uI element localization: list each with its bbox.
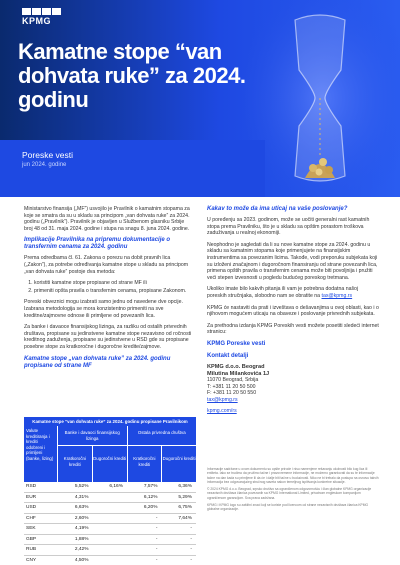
paragraph: Poreski obveznici mogu izabrati samo jednu od navedene dve opcije. Izabrana metodologija se mora konzistentno primeniti na sve kreditne/zajmovne odnose ili primljene od povezanih lica. <box>24 299 183 319</box>
rate-cell: 6,20% <box>143 505 158 510</box>
table-row <box>24 556 196 565</box>
currency-cell: CNY <box>26 557 37 563</box>
column-header: Kratkoročni krediti <box>128 446 163 482</box>
rate-cell: 6,63% <box>74 505 89 510</box>
fax-number: F: +381 11 20 50 550 <box>207 390 257 397</box>
column-header: Dugoročni krediti <box>162 456 196 461</box>
table-row <box>24 503 196 514</box>
rate-cell: - <box>190 526 192 531</box>
section-heading: Kakav to može da ima uticaj na vaše poslovanje? <box>207 206 348 212</box>
rate-cell <box>93 556 128 565</box>
method-list <box>34 280 194 294</box>
street-address: Milutina Milankovića 1J <box>207 370 270 377</box>
currency-cell: RUB <box>26 547 37 552</box>
company-name: KPMG d.o.o. Beograd <box>207 363 265 370</box>
logo-square <box>42 8 51 15</box>
contact-heading: Kontakt detalji <box>207 352 249 359</box>
logo-square <box>22 8 31 15</box>
column-group <box>128 426 197 482</box>
page-title: Kamatne stope “van dohvata ruke” za 2024. godinu <box>18 39 246 112</box>
city-address: 11070 Beograd, Srbija <box>207 377 259 384</box>
paragraph: U poređenju sa 2023. godinom, može se uočiti generalni rast kamatnih stopa prema Pravilniku, što je u skladu sa opštim porastom troškova zaduživanja u realnoj ekonomiji. <box>207 217 370 237</box>
rate-cell: 4,50% <box>74 557 89 563</box>
table-body <box>24 482 196 565</box>
rate-cell: 2,60% <box>74 515 89 521</box>
interest-rate-table <box>24 417 196 565</box>
rate-cell: 5,29% <box>178 494 192 500</box>
table-heading: Kamatne stope „van dohvata ruke” za 2024. godinu propisane od strane MF <box>24 355 171 369</box>
paragraph: Za banke i davaoce finansijskog lizinga, za razliku od ostalih privrednih društava, propisane su jedinstvene kamatne stope nezavisno od ročnosti kreditnog zaduženja, propisane su jedinstvene u RSD gde su propisane posebne stope za kratkoročne i dugoročne kredite/zajmove. <box>24 324 192 350</box>
paragraph-text: Ukoliko imate bilo kakvih pitanja ili vam je potrebna dodatna našoj poreskih stručnjaka, slobodno nam se obratite na <box>207 286 359 299</box>
disclaimer-text: Informacije sadržane u ovom dokumentu su opšte prirode i nisu namenjene rešavanju okolnosti bilo kog lica ili entiteta. Iako se trudimo da pružimo tačne i pravovremene informacije, ne možemo garantovati da su te informacije tačne na dan kada su primljene ili da će i dalje biti tačne u budućnosti. Niko ne bi trebalo da postupa na osnovu takvih informacija bez odgovarajućeg stručnog saveta nakon temeljnog ispitivanja konkretne situacije. <box>207 467 379 484</box>
paragraph <box>207 286 379 299</box>
paragraph: KPMG će nastaviti da prati i izveštava o dešavanjima u ovoj oblasti, kao i o njihovom mogućem uticaju na obaveze i poslovanje privrednih subjekata. <box>207 304 379 318</box>
rate-cell: - <box>155 526 158 531</box>
phone-number: T: +381 11 20 50 500 <box>207 383 256 390</box>
disclaimer-text: © 2024 KPMG d.o.o. Beograd, srpsko društvo sa ograničenom odgovornošću i član globalne KPMG organizacije nezavisnih društava članica povezanih sa KPMG International Limited, privatnom engleskom kompanijom ograničenom garancijom. Sva prava zadržana. <box>207 487 372 500</box>
legal-disclaimer <box>207 467 379 515</box>
rate-cell: - <box>155 547 158 552</box>
rate-cell: - <box>155 536 158 542</box>
hourglass-image <box>245 0 400 197</box>
kpmg-logo <box>22 8 82 24</box>
rate-cell: 1,88% <box>74 536 89 542</box>
rate-cell: - <box>190 557 192 563</box>
currency-cell: GBP <box>26 536 37 542</box>
rate-cell: - <box>155 557 158 563</box>
logo-square <box>52 8 61 15</box>
table-row <box>24 535 196 546</box>
list-item: 2. primeniti opšta pravila o transfernim cenama, propisane Zakonom. <box>34 288 194 295</box>
rate-cell: - <box>190 547 192 552</box>
rate-cell: - <box>155 515 158 521</box>
table-row <box>24 482 196 493</box>
intro-paragraph: Ministarstvo finansija („MF”) usvojilo je Pravilnik o kamatnim stopama za koje se smatra da su u skladu sa principom „van dohvata ruke” za 2024. godinu („Pravilnik”). Pravilnik je objavljen u Službenom glasniku Srbije broj 48 od 31. maja 2024. godine i stupa na snagu 8. juna 2024. godine. <box>24 206 190 232</box>
rate-cell: 6,16% <box>109 484 123 489</box>
tax-email-link[interactable]: tax@kpmg.rs <box>321 292 353 299</box>
table-row <box>24 524 196 535</box>
section-heading: Implikacije Pravilnika na pripremu dokumentacije o transfernim cenama za 2024. godinu <box>24 237 171 251</box>
table-header <box>24 426 196 482</box>
rate-cell <box>93 524 128 534</box>
column-header: Kratkoročni krediti <box>58 446 93 482</box>
currency-cell: SEK <box>26 526 36 531</box>
rate-cell <box>93 514 128 524</box>
column-header: Dugoročni krediti <box>93 456 127 461</box>
rate-cell: - <box>190 536 192 542</box>
currency-cell: CHF <box>26 515 36 521</box>
newsletter-name: Poreske vesti <box>22 150 74 160</box>
column-group <box>58 426 128 482</box>
publication-date: jun 2024. godine <box>22 162 67 168</box>
rate-cell: 7,64% <box>178 515 192 521</box>
rate-cell: 7,57% <box>143 484 158 489</box>
rate-cell: 6,36% <box>178 484 192 489</box>
paragraph: Prema odredbama čl. 61. Zakona o porezu na dobit pravnih lica („Zakon”), za potrebe određivanja kamatne stope u skladu sa principom „van dohvata ruke” postoje dva metoda: <box>24 255 189 275</box>
logo-square <box>32 8 41 15</box>
table-row <box>24 493 196 504</box>
right-column <box>207 206 379 415</box>
logo-text: KPMG <box>22 16 51 26</box>
rate-cell: 5,52% <box>74 484 89 489</box>
rate-cell <box>93 545 128 555</box>
disclaimer-text: KPMG i KPMG logo su zaštitni znaci koji se koriste pod licencom od strane nezavisnih društava članica KPMG globalne organizacije. <box>207 503 369 512</box>
subtitle-band <box>0 140 265 197</box>
table-row <box>24 545 196 556</box>
rate-cell <box>93 503 128 513</box>
rate-cell <box>93 493 128 503</box>
hero-banner <box>0 0 400 197</box>
table-title: Kamatne stope “van dohvata ruke” za 2024. godinu propisane Pravilnikom <box>24 417 196 426</box>
rate-cell: 6,75% <box>178 505 192 510</box>
website-link[interactable]: kpmg.com/rs <box>207 408 237 415</box>
contact-email-link[interactable]: tax@kpmg.rs <box>207 396 238 403</box>
rate-cell: 6,12% <box>143 494 158 500</box>
currency-cell: RSD <box>26 484 37 489</box>
list-item: 1. koristiti kamatne stope propisane od strane MF ili <box>34 280 194 287</box>
rate-cell <box>93 535 128 545</box>
left-column <box>24 206 194 374</box>
paragraph: Za prethodna izdanja KPMG Poreskih vesti možete posetiti sledeći internet stranicu: <box>207 322 379 336</box>
currency-cell: EUR <box>26 494 37 500</box>
group-header: Banke i davaoci finansijskog lizinga <box>58 426 127 446</box>
group-header: Ostala privredna društva <box>128 426 197 446</box>
paragraph: Neophodno je sagledati da li su nove kamatne stope za 2024. godinu u skladu sa kamatnim stopama koje primenjujete na finansijskim instrumentima sa povezanim licima. Takođe, vodi preporuku subjekata koji su izloženi značajnom i dugoročnom finansiranju od strane povezanih lica, primena opštih pravila o transfernim cenama može biti povoljnija i pružiti veći stepen izvesnosti u pogledu budućeg poreskog tretmana. <box>207 241 378 281</box>
column-header: Valute kreditiranja i krediti odobreni i primljeni (banke, lizing) <box>24 426 58 482</box>
currency-cell: USD <box>26 505 37 510</box>
rate-cell: 4,31% <box>74 494 89 500</box>
newsletter-link[interactable]: KPMG Poreske vesti <box>207 340 266 347</box>
table-row <box>24 514 196 525</box>
rate-cell: 4,19% <box>74 526 89 531</box>
rate-cell: 2,42% <box>74 547 89 552</box>
